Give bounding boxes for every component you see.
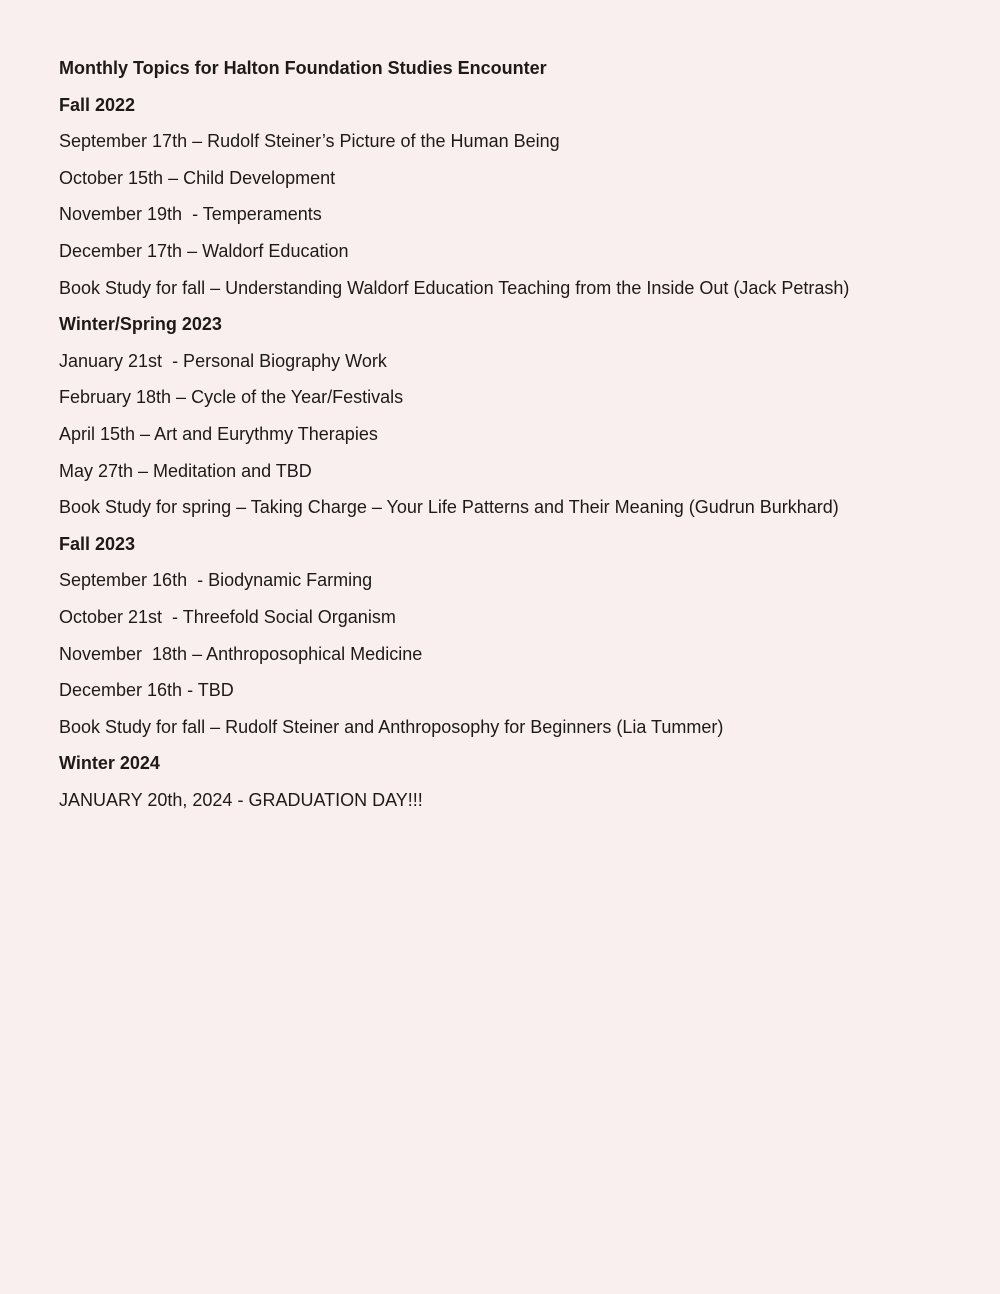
graduation-item: JANUARY 20th, 2024 - GRADUATION DAY!!! <box>59 789 423 810</box>
topic-item: February 18th – Cycle of the Year/Festivals <box>59 387 404 408</box>
topic-item: May 27th – Meditation and TBD <box>59 460 312 481</box>
section-heading: Winter 2024 <box>59 753 160 774</box>
topic-item: November 19th - Temperaments <box>59 204 322 225</box>
book-study-item: Book Study for fall – Rudolf Steiner and Anthroposophy for Beginners (Lia Tummer) <box>59 716 724 737</box>
book-study-item: Book Study for fall – Understanding Waldorf Education Teaching from the Inside Out (Jack Petrash) <box>59 277 850 298</box>
section-heading: Fall 2022 <box>59 94 136 115</box>
topic-item: April 15th – Art and Eurythmy Therapies <box>59 423 378 444</box>
topic-item: December 16th - TBD <box>59 680 234 701</box>
topic-item: September 16th - Biodynamic Farming <box>59 570 373 591</box>
topic-item: December 17th – Waldorf Education <box>59 240 349 261</box>
topic-item: November 18th – Anthroposophical Medicine <box>59 643 423 664</box>
section-fall-2023 <box>59 532 959 752</box>
section-heading: Fall 2023 <box>59 533 136 554</box>
document-title: Monthly Topics for Halton Foundation Studies Encounter <box>59 58 547 78</box>
document-body <box>59 56 959 824</box>
book-study-item: Book Study for spring – Taking Charge – Your Life Patterns and Their Meaning (Gudrun Burkhard) <box>59 497 839 518</box>
topic-item: January 21st - Personal Biography Work <box>59 350 387 371</box>
section-winter-2024 <box>59 751 959 824</box>
section-winter-spring-2023 <box>59 312 959 532</box>
section-heading: Winter/Spring 2023 <box>59 314 222 335</box>
section-fall-2022 <box>59 93 959 313</box>
topic-item: October 21st - Threefold Social Organism <box>59 606 396 627</box>
topic-item: September 17th – Rudolf Steiner’s Picture of the Human Being <box>59 131 560 152</box>
topic-item: October 15th – Child Development <box>59 167 336 188</box>
